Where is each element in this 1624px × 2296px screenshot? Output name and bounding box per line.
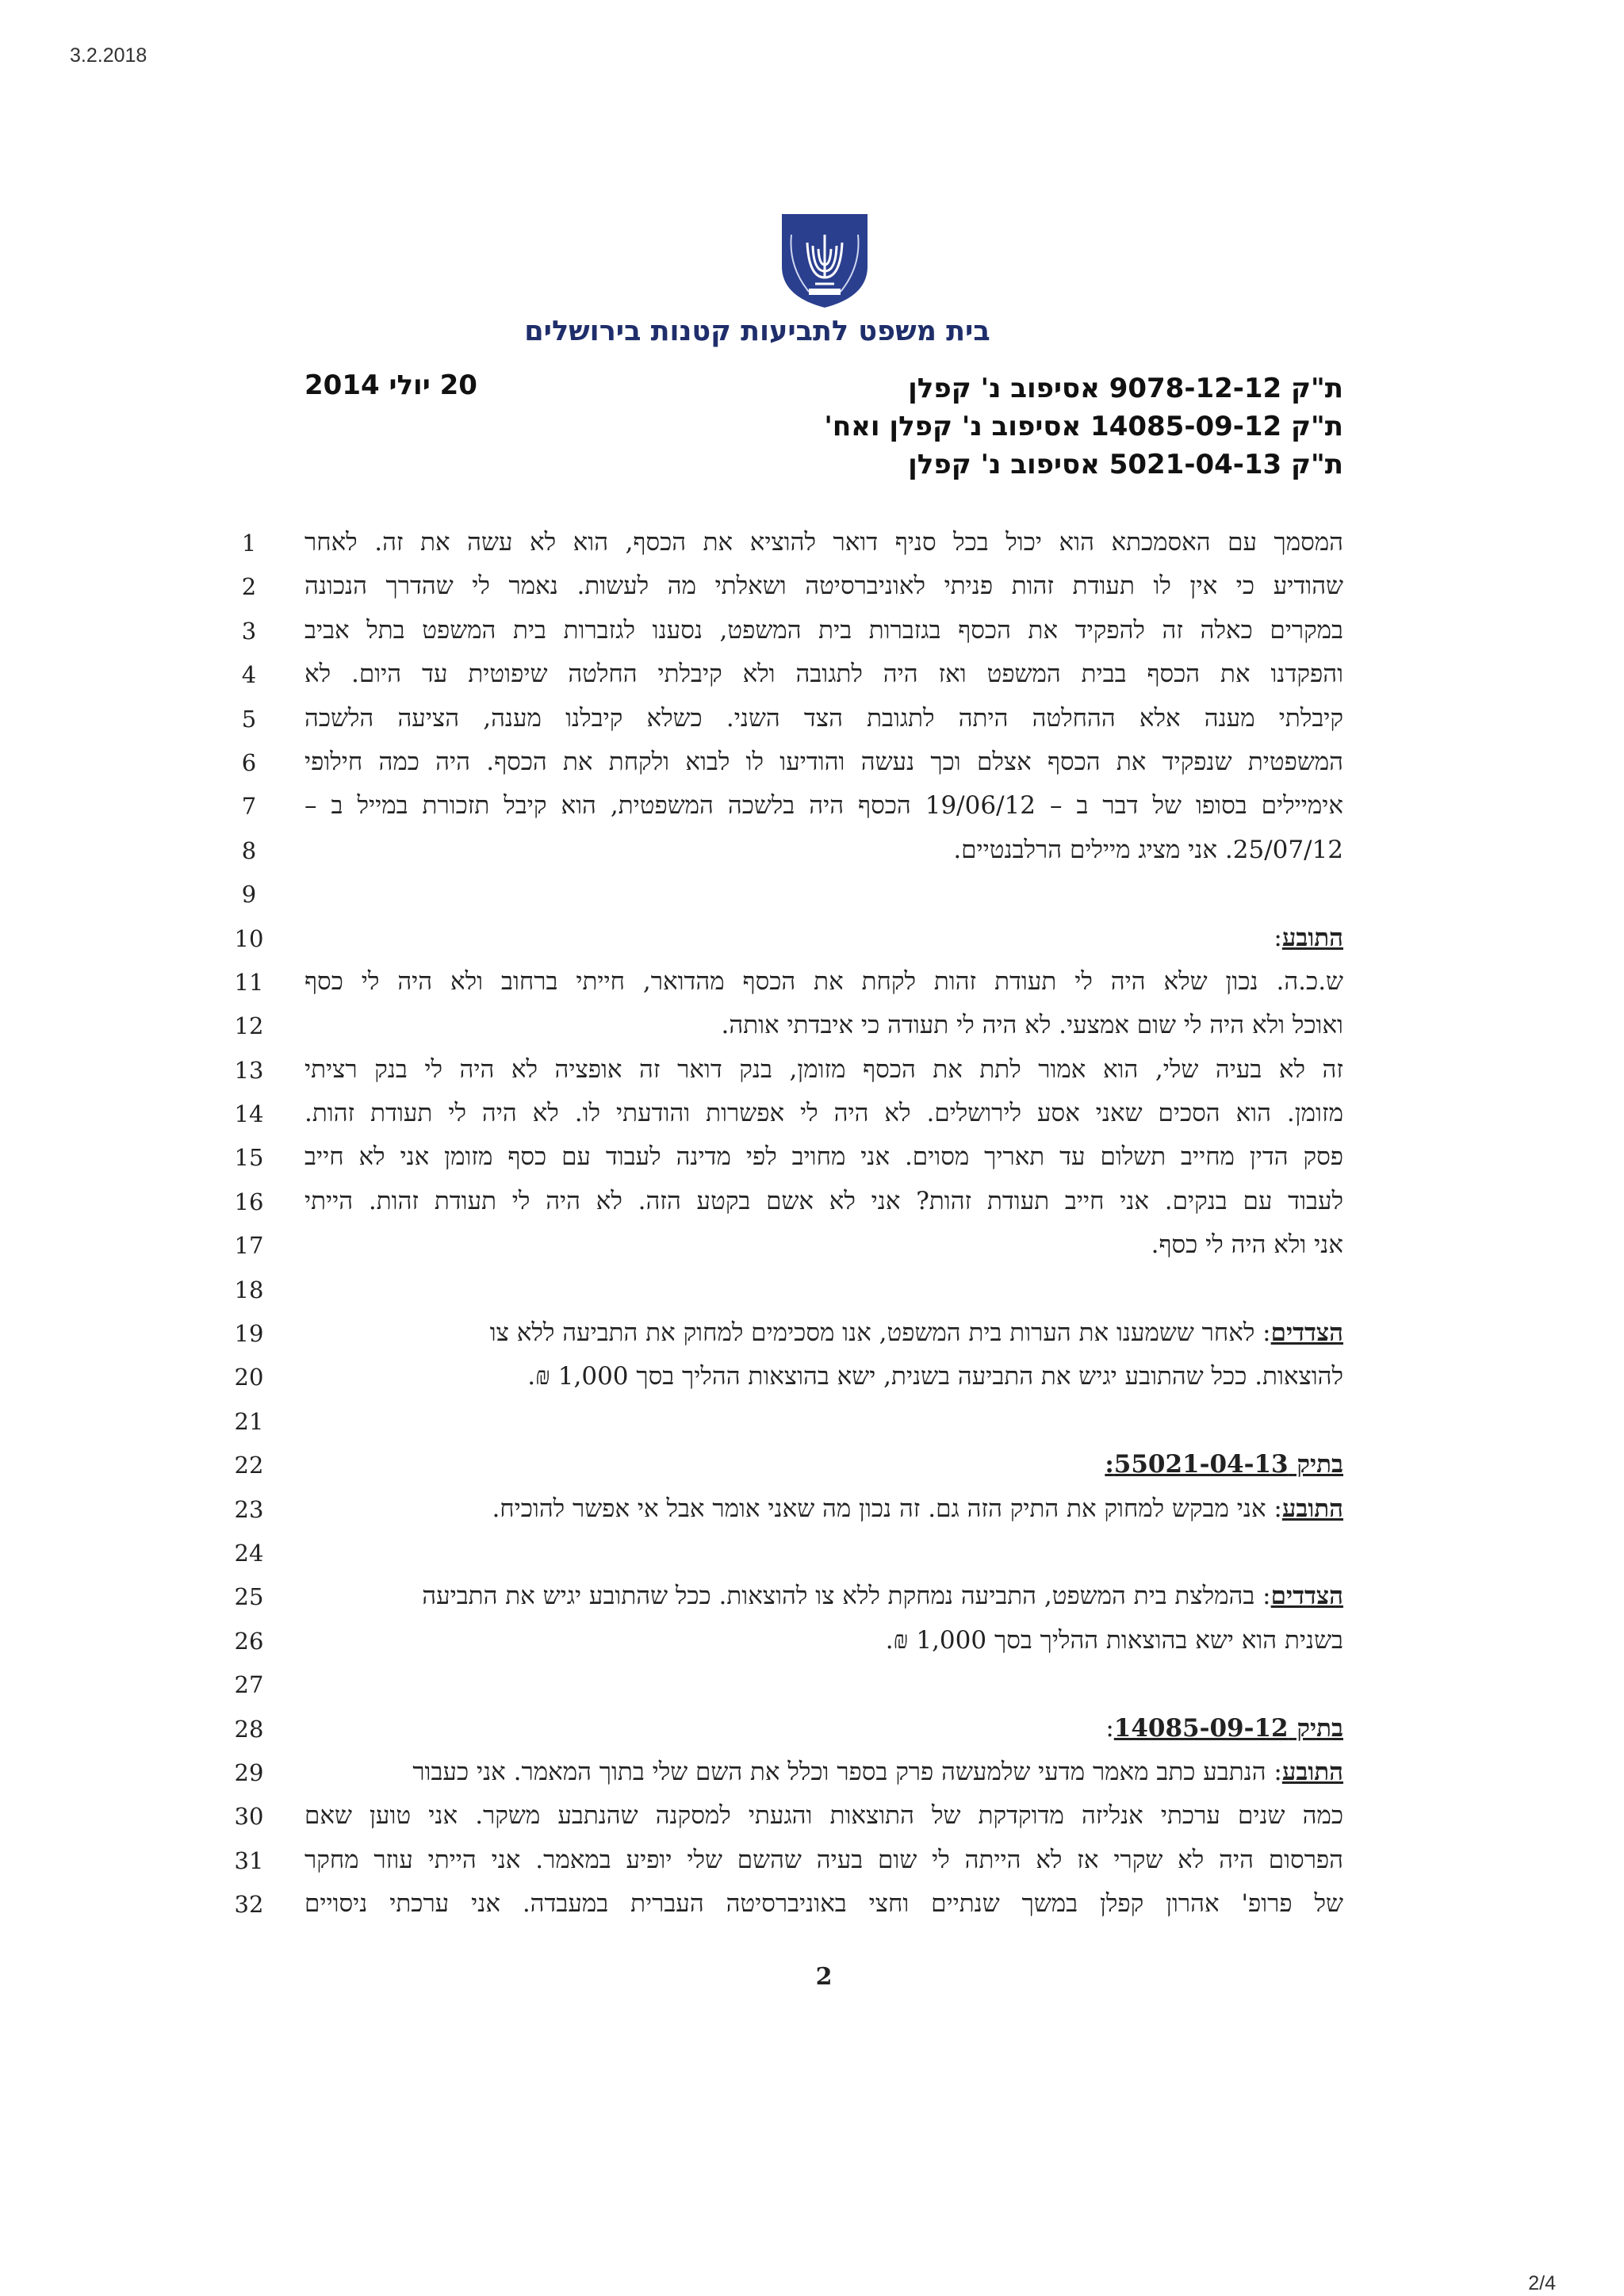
line-content: זה לא בעיה שלי, הוא אמור לתת את הכסף מזומן, בנק דואר זה אופציה לא היה לי בנק רציתי — [304, 1054, 1343, 1084]
line-text — [304, 1844, 1343, 1876]
line-number: 21 — [234, 1407, 264, 1435]
line-text — [304, 922, 1343, 954]
line-number: 28 — [234, 1715, 264, 1743]
line-text — [304, 614, 1343, 646]
line-content: : בהמלצת בית המשפט, התביעה נמחקת ללא צו להוצאות. ככל שהתובע יגיש את התביעה — [422, 1582, 1271, 1611]
line-text — [304, 702, 1343, 734]
transcript-line — [0, 1577, 1624, 1621]
transcript-line — [0, 743, 1624, 786]
line-content: אני ולא היה לי כסף. — [1151, 1230, 1343, 1260]
line-text — [304, 746, 1343, 778]
line-number: 10 — [234, 924, 264, 952]
line-text — [304, 1054, 1343, 1085]
speaker-label: התובע — [1281, 1757, 1343, 1786]
transcript-line — [0, 874, 1624, 918]
line-content: הפרסום היה לא שקרי אז לא הייתה לי שום בעיה שהשם שלי יופיע במאמר. אני הייתי עוזר מחקר — [304, 1845, 1343, 1874]
transcript-line — [0, 567, 1624, 610]
case-number: ת"ק 14085-09-12 אסיפוב נ' קפלן ואח' — [824, 411, 1343, 442]
transcript-line — [0, 1138, 1624, 1181]
line-content: ואוכל ולא היה לי שום אמצעי. לא היה לי תעודה כי איבדתי אותה. — [721, 1011, 1343, 1040]
line-content: : — [1274, 923, 1282, 952]
line-number: 25 — [234, 1583, 264, 1611]
transcript-line — [0, 699, 1624, 743]
line-text — [304, 1448, 1343, 1480]
case-numbers — [824, 369, 1343, 484]
line-text — [304, 1229, 1343, 1261]
line-text — [304, 1097, 1343, 1129]
line-number: 20 — [234, 1364, 264, 1391]
line-text — [304, 966, 1343, 997]
transcript-line — [0, 831, 1624, 874]
line-content: של פרופ' אהרון קפלן במשך שנתיים וחצי באוניברסיטה העברית במעבדה. אני ערכתי ניסויים — [304, 1889, 1343, 1919]
transcript-line — [0, 1006, 1624, 1050]
line-content: המסמך עם האסמכתא הוא יכול בכל סניף דואר להוציא את הכסף, הוא לא עשה את זה. לאחר — [304, 528, 1343, 557]
line-number: 32 — [234, 1891, 264, 1919]
line-text — [304, 1009, 1343, 1041]
line-content: בשנית הוא ישא בהוצאות ההליך בסך 1,000 ₪. — [885, 1625, 1343, 1655]
line-number: 26 — [234, 1627, 264, 1655]
line-content: כמה שנים ערכתי אנליזה מדוקדקת של התוצאות והגעתי למסקנה שהנתבע משקר. אני טוען שאם — [304, 1801, 1343, 1831]
line-text — [304, 1141, 1343, 1173]
line-number: 19 — [234, 1320, 264, 1348]
state-emblem-icon — [777, 211, 872, 309]
transcript-line — [0, 1445, 1624, 1489]
line-number: 3 — [241, 617, 257, 645]
transcript-line — [0, 1094, 1624, 1138]
line-text — [304, 1888, 1343, 1919]
line-content: להוצאות. ככל שהתובע יגיש את התביעה בשנית, ישא בהוצאות ההליך בסך 1,000 ₪. — [527, 1362, 1343, 1391]
line-number: 23 — [234, 1495, 264, 1523]
line-number: 7 — [241, 793, 257, 821]
line-content: 25/07/12. אני מציג מיילים הרלבנטיים. — [953, 835, 1343, 864]
line-content: שהודיע כי אין לו תעודת זהות פניתי לאוניברסיטה ושאלתי מה לעשות. נאמר לי שהדרך הנכונה — [304, 572, 1343, 601]
line-content: מזומן. הוא הסכים שאני אסע לירושלים. לא היה לי אפשרות והודעתי לו. לא היה לי תעודת זהות. — [304, 1099, 1343, 1128]
transcript-line — [0, 1226, 1624, 1269]
transcript-line — [0, 1753, 1624, 1797]
line-content: במקרים כאלה זה להפקיד את הכסף בגזברות בית המשפט, נסענו לגזברות בית המשפט בתל אביב — [304, 615, 1343, 645]
line-content: פסק הדין מחייב תשלום עד תאריך מסוים. אני מחויב לפי מדינה לעבוד עם כסף מזומן אני לא חייב — [304, 1142, 1343, 1172]
transcript-line — [0, 1270, 1624, 1314]
transcript-line — [0, 1709, 1624, 1753]
line-text — [304, 526, 1343, 558]
transcript-line — [0, 1314, 1624, 1357]
hearing-date: 20 יולי 2014 — [304, 369, 477, 401]
speaker-label: התובע — [1281, 923, 1343, 952]
line-content: : לאחר ששמענו את הערות בית המשפט, אנו מסכימים למחוק את התביעה ללא צו — [489, 1318, 1271, 1348]
line-number: 9 — [241, 881, 257, 909]
line-text — [304, 658, 1343, 690]
case-number: ת"ק 5021-04-13 אסיפוב נ' קפלן — [908, 449, 1343, 480]
transcript-line — [0, 1490, 1624, 1533]
transcript-line — [0, 1885, 1624, 1928]
line-content: : אני מבקש למחוק את התיק הזה גם. זה נכון מה שאני אומר אבל אי אפשר להוכיח. — [492, 1494, 1282, 1523]
transcript-line — [0, 611, 1624, 655]
court-name: בית משפט לתביעות קטנות בירושלים — [524, 316, 990, 347]
line-text — [304, 1800, 1343, 1831]
speaker-label: הצדדים — [1270, 1318, 1343, 1348]
line-number: 11 — [234, 968, 264, 996]
line-text — [304, 1712, 1343, 1744]
line-content: והפקדנו את הכסף בבית המשפט ואז היה לתגובה ולא קיבלתי החלטה שיפוטית עד היום. לא — [304, 660, 1343, 689]
line-number: 17 — [234, 1232, 264, 1260]
case-number: ת"ק 9078-12-12 אסיפוב נ' קפלן — [908, 373, 1343, 404]
line-text — [304, 790, 1343, 821]
line-number: 6 — [241, 748, 257, 776]
line-number: 2 — [241, 573, 257, 601]
line-number: 1 — [241, 530, 257, 557]
transcript-line — [0, 1797, 1624, 1840]
line-text — [304, 1580, 1343, 1612]
line-text — [304, 1493, 1343, 1525]
line-content: אימיילים בסופו של דבר ב – 19/06/12 הכסף היה בלשכה המשפטית, הוא קיבל תזכורת במייל ב – — [304, 791, 1343, 821]
transcript-line — [0, 523, 1624, 567]
line-content: קיבלתי מענה אלא ההחלטה היתה לתגובת הצד השני. כשלא קיבלנו מענה, הציעה הלשכה — [304, 703, 1343, 733]
line-text — [304, 834, 1343, 866]
transcript-line — [0, 919, 1624, 962]
transcript-line — [0, 655, 1624, 698]
transcript-line — [0, 1665, 1624, 1709]
transcript-line — [0, 1182, 1624, 1226]
transcript-line — [0, 1050, 1624, 1094]
transcript-line — [0, 1533, 1624, 1577]
transcript-line — [0, 1621, 1624, 1665]
line-number: 22 — [234, 1452, 264, 1479]
line-number: 12 — [234, 1012, 264, 1040]
line-number: 16 — [234, 1188, 264, 1215]
line-number: 30 — [234, 1803, 264, 1831]
line-content: לעבוד עם בנקים. אני חייב תעודת זהות? אני לא אשם בקטע הזה. לא היה לי תעודת זהות. הייתי — [304, 1186, 1343, 1215]
line-content: ש.כ.ה. נכון שלא היה לי תעודת זהות לקחת את הכסף מהדואר, חייתי ברחוב ולא היה לי כסף — [304, 966, 1343, 996]
page-footer: 2/4 — [1528, 2272, 1556, 2294]
line-number: 27 — [234, 1671, 264, 1699]
line-content: : הנתבע כתב מאמר מדעי שלמעשה פרק בספר וכלל את השם שלי בתוך המאמר. אני כעבור — [412, 1757, 1282, 1786]
speaker-label: בתיק 55021-04-13: — [1105, 1450, 1343, 1479]
line-text — [304, 570, 1343, 602]
print-date: 3.2.2018 — [70, 44, 147, 67]
line-text — [304, 1185, 1343, 1217]
line-text — [304, 1756, 1343, 1788]
page-number: 2 — [815, 1963, 833, 1991]
line-number: 5 — [241, 705, 257, 733]
line-number: 8 — [241, 836, 257, 864]
line-number: 4 — [241, 661, 257, 689]
line-number: 14 — [234, 1100, 264, 1128]
transcript-body — [0, 523, 1624, 1929]
line-text — [304, 1624, 1343, 1656]
line-text — [304, 1317, 1343, 1349]
line-text — [304, 1360, 1343, 1392]
transcript-line — [0, 962, 1624, 1006]
transcript-line — [0, 786, 1624, 830]
speaker-label: התובע — [1281, 1494, 1343, 1523]
line-content: המשפטית שנפקיד את הכסף אצלם וכך נעשה והודיעו לו לבוא ולקחת את הכסף. היה כמה חילופי — [304, 747, 1343, 776]
line-number: 24 — [234, 1539, 264, 1567]
speaker-label: הצדדים — [1270, 1582, 1343, 1611]
line-number: 13 — [234, 1056, 264, 1084]
line-number: 15 — [234, 1144, 264, 1172]
transcript-line — [0, 1357, 1624, 1401]
line-number: 18 — [234, 1276, 264, 1303]
speaker-label: בתיק 14085-09-12 — [1113, 1713, 1343, 1743]
line-number: 29 — [234, 1758, 264, 1786]
transcript-line — [0, 1402, 1624, 1445]
line-number: 31 — [234, 1846, 264, 1874]
line-content: : — [1105, 1713, 1114, 1743]
transcript-line — [0, 1841, 1624, 1885]
